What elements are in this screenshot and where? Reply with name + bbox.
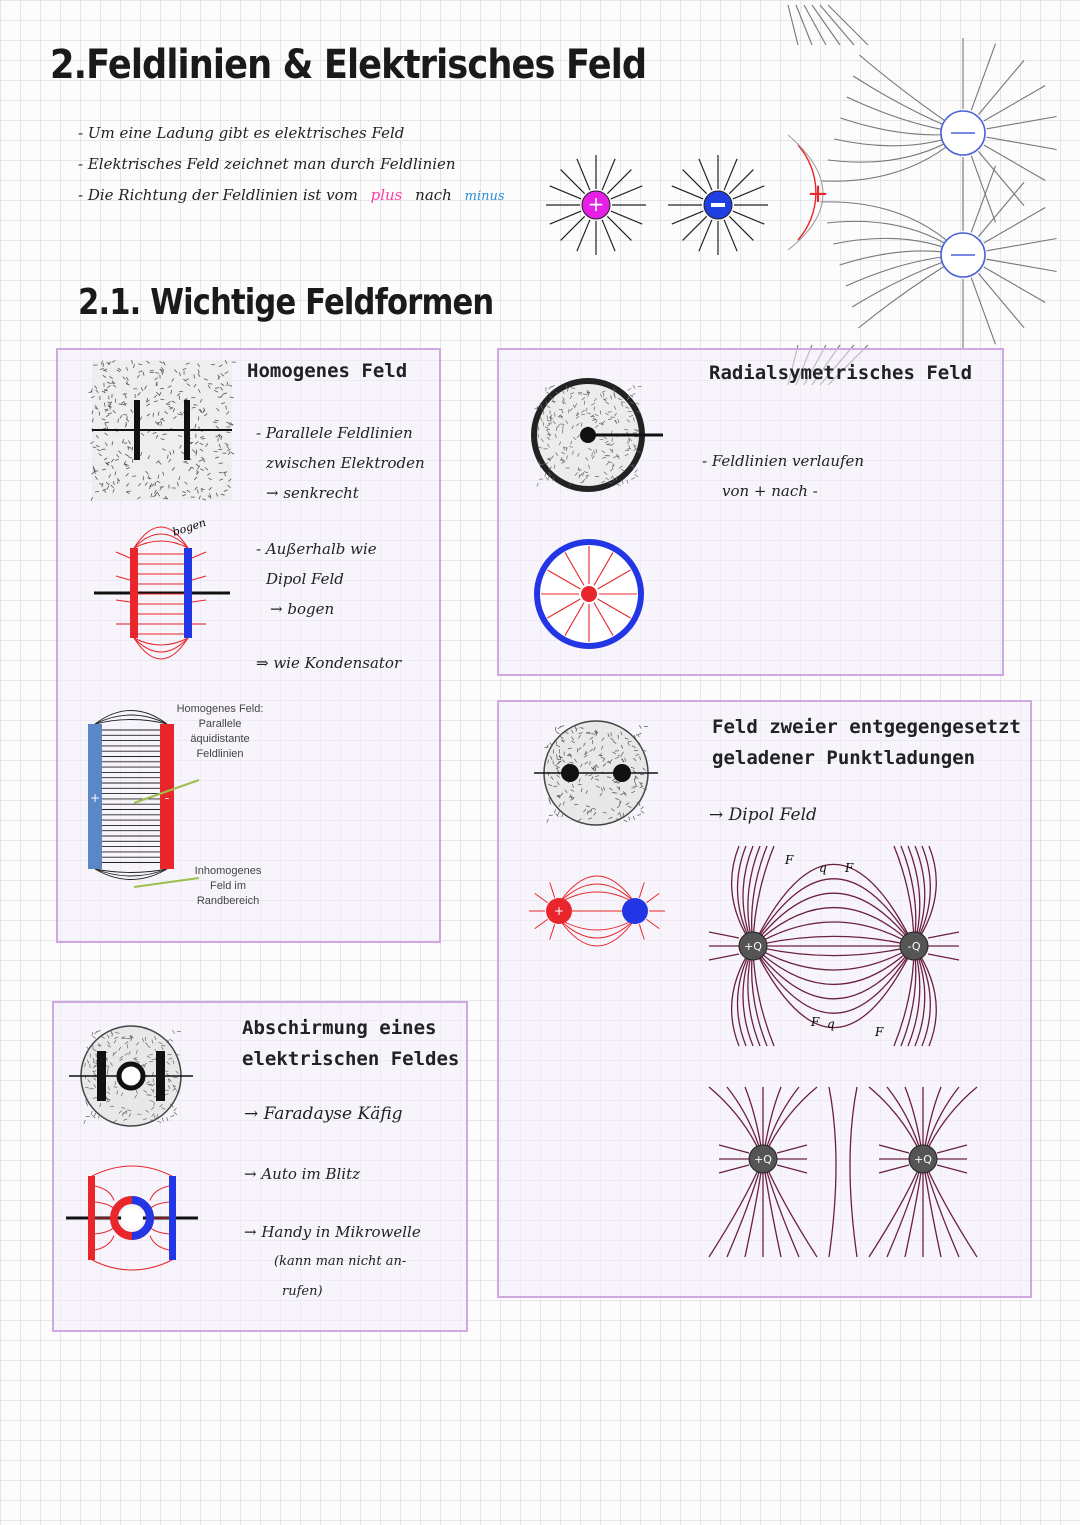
- field-line: [174, 1108, 177, 1111]
- field-line: [639, 725, 641, 728]
- homogenes-notes: [256, 418, 425, 678]
- field-line: [753, 946, 914, 999]
- field-line: [631, 478, 635, 480]
- field-line: [91, 1111, 92, 1115]
- field-line: [635, 474, 638, 477]
- plus-mark: +: [807, 179, 829, 209]
- field-line: [629, 817, 630, 821]
- field-line: [923, 1159, 941, 1257]
- field-line: [887, 1159, 923, 1257]
- field-line: [95, 1202, 114, 1209]
- field-line: [602, 159, 615, 190]
- field-line: [92, 1260, 172, 1270]
- field-line: [550, 743, 552, 746]
- field-line: [737, 846, 753, 946]
- field-line: [116, 600, 130, 602]
- field-line: [987, 239, 1057, 251]
- field-line: [923, 1159, 959, 1257]
- field-line: [812, 5, 840, 45]
- field-line: [984, 86, 1045, 122]
- note-zwischen: zwischen Elektroden: [266, 454, 425, 472]
- note-handy: → Handy in Mikrowelle: [244, 1223, 421, 1241]
- field-line: [95, 1186, 114, 1200]
- field-line: [622, 480, 623, 484]
- field-line: [535, 893, 548, 902]
- field-line: [937, 1145, 967, 1153]
- field-line: [97, 1030, 101, 1032]
- field-line: [95, 869, 167, 873]
- dipole-filings-image: [531, 718, 661, 828]
- label-plus-q-right: +Q: [914, 1153, 932, 1166]
- field-line: [577, 220, 590, 251]
- label-q-2: q: [827, 1017, 835, 1031]
- field-line: [737, 946, 753, 1046]
- field-line: [93, 418, 94, 422]
- field-line: [683, 216, 707, 240]
- label-q-1: q: [819, 861, 827, 875]
- field-line: [558, 726, 561, 729]
- field-line: [978, 273, 1024, 327]
- field-line: [724, 159, 737, 190]
- field-line: [637, 814, 641, 816]
- field-line: [116, 552, 130, 558]
- word-minus: minus: [464, 189, 505, 204]
- abschirmung-title: [242, 1013, 459, 1075]
- field-line: [729, 216, 753, 240]
- field-line: [127, 491, 131, 492]
- field-line: [170, 1115, 174, 1117]
- note-von-nach: von + nach -: [722, 482, 818, 500]
- field-line: [914, 846, 930, 946]
- field-line: [971, 278, 995, 345]
- abschirmung-box: [52, 1001, 468, 1332]
- field-line: [549, 798, 550, 802]
- label-plus-q: +Q: [744, 940, 762, 953]
- field-line: [170, 1039, 173, 1041]
- field-line: [549, 386, 552, 389]
- note-bogen: → bogen: [270, 600, 335, 618]
- field-line: [978, 151, 1024, 205]
- like-charges-field-diagram: [709, 1087, 969, 1257]
- field-line: [987, 117, 1057, 129]
- note-faraday: → Faradayse Käfig: [244, 1104, 403, 1124]
- field-line: [639, 882, 644, 897]
- field-line: [168, 455, 169, 459]
- field-line: [984, 267, 1045, 303]
- field-line: [978, 182, 1024, 236]
- field-line: [581, 423, 582, 427]
- field-line: [928, 954, 959, 960]
- dipole-force-diagram: [709, 846, 969, 1046]
- field-line: [763, 1159, 799, 1257]
- field-line: [561, 216, 585, 240]
- field-line: [683, 170, 707, 194]
- dipole-colored-diagram: [527, 856, 667, 966]
- note-auto: → Auto im Blitz: [244, 1165, 360, 1183]
- field-line: [132, 447, 133, 451]
- field-line: [546, 392, 549, 394]
- field-line: [971, 156, 995, 223]
- dipol-note: → Dipol Feld: [709, 805, 817, 825]
- plus-label: +: [89, 791, 101, 805]
- abschirmung-notes: [244, 1099, 421, 1307]
- note-ausserhalb: - Außerhalb wie: [256, 540, 377, 558]
- field-line: [828, 5, 868, 45]
- label-bogen: bogen: [170, 515, 208, 539]
- field-line: [87, 1102, 88, 1106]
- label-plus-q-left: +Q: [754, 1153, 772, 1166]
- field-line: [95, 1031, 98, 1034]
- field-line: [646, 893, 659, 902]
- field-line: [984, 208, 1045, 244]
- note-senkrecht: → senkrecht: [266, 484, 359, 502]
- dipol-title-line-2: geladener Punktladungen: [712, 747, 976, 769]
- field-line: [191, 397, 195, 398]
- fig-label-homogen-2: Parallele: [198, 718, 242, 730]
- field-line: [544, 747, 548, 748]
- field-line: [984, 145, 1045, 181]
- radial-feld-box: [497, 348, 1004, 676]
- label-F-3: F: [811, 1015, 820, 1029]
- field-line: [914, 946, 930, 1046]
- field-line: [611, 186, 642, 199]
- capacitor-field-diagram: [92, 515, 242, 668]
- homogeneous-filings-image: [92, 360, 232, 500]
- field-line: [150, 1227, 169, 1234]
- field-line: [559, 919, 635, 946]
- field-line: [733, 186, 764, 199]
- field-line: [550, 186, 581, 199]
- field-line: [727, 1159, 763, 1257]
- negative-charge-field-icon: [663, 150, 773, 260]
- bullet-3-text: - Die Richtung der Feldlinien ist vom: [78, 186, 358, 204]
- field-line: [971, 166, 995, 233]
- field-line: [545, 473, 546, 477]
- field-line: [150, 1236, 169, 1250]
- label-minus-q: -Q: [907, 940, 921, 953]
- minus-label: -: [164, 791, 170, 805]
- field-line: [672, 211, 703, 224]
- word-plus: plus: [370, 186, 403, 204]
- fig-label-homogen-3: äquidistante: [190, 733, 250, 745]
- dipole-plus: +: [553, 904, 565, 918]
- field-line: [788, 5, 798, 45]
- section-subtitle: 2.1. Wichtige Feldformen: [78, 282, 494, 323]
- field-line: [192, 552, 206, 558]
- field-line: [134, 541, 188, 548]
- field-line: [556, 732, 559, 734]
- bullet-2: - Elektrisches Feld zeichnet man durch Feldlinien: [78, 155, 456, 173]
- faraday-filings-image: [66, 1021, 196, 1131]
- field-line: [709, 954, 739, 960]
- label-F-2: F: [845, 861, 854, 875]
- field-line: [153, 413, 154, 417]
- field-line: [537, 483, 539, 487]
- field-line: [796, 5, 812, 45]
- field-line: [559, 876, 635, 903]
- field-line: [745, 1159, 763, 1257]
- field-line: [729, 170, 753, 194]
- note-kann-man: (kann man nicht an-: [274, 1254, 407, 1269]
- field-line: [607, 216, 631, 240]
- field-line: [905, 1159, 923, 1257]
- field-line: [733, 211, 764, 224]
- field-line: [547, 745, 548, 749]
- field-line: [724, 220, 737, 251]
- field-line: [84, 1120, 86, 1124]
- field-line: [550, 211, 581, 224]
- field-line: [105, 422, 109, 423]
- plus-two-minus-field-diagram: [778, 45, 1068, 345]
- field-line: [928, 932, 959, 938]
- intro-bullets: [78, 118, 505, 212]
- field-line: [162, 1118, 163, 1122]
- page-title: 2.Feldlinien & Elektrisches Feld: [50, 42, 647, 88]
- field-line: [635, 403, 639, 405]
- field-line: [850, 1087, 857, 1257]
- field-line: [559, 919, 635, 938]
- field-line: [577, 159, 590, 190]
- field-line: [753, 908, 914, 946]
- field-line: [150, 1186, 169, 1200]
- radial-title: Radialsymetrisches Feld: [709, 362, 973, 384]
- field-line: [551, 385, 555, 387]
- fig-label-homogen: [170, 702, 270, 762]
- field-line: [95, 1227, 114, 1234]
- note-dipol: Dipol Feld: [266, 570, 344, 588]
- fig-label-inhomogen-3: Randbereich: [196, 895, 260, 907]
- field-line: [167, 1117, 168, 1121]
- field-line: [804, 5, 826, 45]
- field-line: [639, 924, 644, 939]
- dipol-feld-box: [497, 700, 1032, 1298]
- field-line: [617, 484, 621, 485]
- dipol-title: [712, 712, 1021, 774]
- field-line: [777, 1165, 807, 1173]
- field-line: [753, 946, 914, 956]
- field-line: [611, 211, 642, 224]
- field-line: [192, 576, 206, 580]
- field-line: [550, 800, 551, 804]
- field-line: [753, 893, 914, 946]
- field-line: [192, 600, 206, 602]
- field-line: [646, 919, 659, 928]
- fig-label-inhomogen-2: Feld im: [209, 880, 247, 892]
- field-line: [777, 1145, 807, 1153]
- field-line: [607, 170, 631, 194]
- field-line: [94, 1113, 96, 1116]
- field-line: [559, 884, 635, 903]
- faraday-colored-diagram: [62, 1163, 202, 1273]
- label-F-4: F: [875, 1025, 884, 1039]
- field-line: [641, 811, 644, 814]
- field-line: [978, 60, 1024, 114]
- note-verlaufen: - Feldlinien verlaufen: [702, 452, 865, 470]
- field-line: [641, 806, 644, 809]
- field-line: [95, 720, 167, 725]
- field-line: [699, 159, 712, 190]
- bullet-3: [78, 180, 505, 212]
- field-line: [172, 1030, 174, 1033]
- field-line: [971, 44, 995, 111]
- field-line: [753, 936, 914, 946]
- fig-label-homogen-4: Feldlinien: [196, 748, 244, 760]
- field-line: [719, 1165, 749, 1173]
- note-kondensator: ⇒ wie Kondensator: [256, 654, 402, 672]
- radial-filings-image: [523, 370, 653, 500]
- field-line: [829, 1087, 836, 1257]
- field-line: [89, 392, 93, 393]
- field-line: [633, 816, 634, 820]
- field-line: [554, 809, 555, 813]
- label-F-1: F: [785, 853, 794, 867]
- field-line: [93, 1036, 96, 1038]
- field-line: [987, 259, 1057, 271]
- field-line: [627, 480, 628, 484]
- field-line: [719, 1145, 749, 1153]
- field-line: [635, 470, 638, 473]
- homogenes-feld-box: [56, 348, 441, 943]
- field-line: [672, 186, 703, 199]
- field-line: [624, 820, 628, 821]
- field-line: [92, 1166, 172, 1176]
- field-line: [95, 1236, 114, 1250]
- field-line: [550, 882, 555, 897]
- radial-field-diagram: [529, 534, 649, 654]
- field-line: [157, 1121, 161, 1122]
- field-line: [879, 1145, 909, 1153]
- note-parallele: - Parallele Feldlinien: [256, 424, 413, 442]
- plus-sign: +: [587, 192, 605, 216]
- field-line: [86, 1100, 87, 1104]
- field-line: [699, 220, 712, 251]
- fig-label-homogen-1: Homogenes Feld:: [176, 703, 264, 715]
- field-line: [753, 946, 914, 984]
- field-line: [602, 220, 615, 251]
- field-line: [535, 919, 548, 928]
- word-nach: nach: [415, 186, 452, 204]
- bullet-1: - Um eine Ladung gibt es elektrisches Feld: [78, 124, 405, 142]
- field-line: [561, 170, 585, 194]
- field-line: [820, 5, 854, 45]
- field-line: [638, 733, 641, 735]
- field-line: [561, 725, 565, 727]
- field-line: [558, 811, 560, 814]
- field-line: [590, 761, 591, 765]
- note-rufen: rufen): [282, 1284, 323, 1299]
- field-line: [987, 137, 1057, 149]
- field-line: [628, 388, 631, 390]
- field-line: [562, 813, 563, 817]
- field-line: [174, 1112, 177, 1115]
- fig-label-inhomogen-1: Inhomogenes: [194, 865, 262, 877]
- field-line: [116, 576, 130, 580]
- field-line: [879, 1165, 909, 1173]
- radial-notes: [702, 446, 864, 506]
- positive-charge-field-icon: [541, 150, 651, 260]
- field-line: [632, 393, 635, 395]
- field-line: [937, 1165, 967, 1173]
- abschirmung-title-line-1: Abschirmung eines: [242, 1017, 437, 1039]
- field-line: [550, 924, 555, 939]
- field-line: [134, 638, 188, 645]
- dipol-title-line-1: Feld zweier entgegengesetzt: [712, 716, 1021, 738]
- field-line: [150, 1202, 169, 1209]
- field-line: [547, 819, 549, 823]
- field-line: [709, 932, 739, 938]
- field-line: [633, 385, 635, 388]
- fig-label-inhomogen: [178, 864, 278, 909]
- field-line: [763, 1159, 781, 1257]
- abschirmung-title-line-2: elektrischen Feldes: [242, 1048, 460, 1070]
- homogenes-title: Homogenes Feld: [247, 360, 408, 382]
